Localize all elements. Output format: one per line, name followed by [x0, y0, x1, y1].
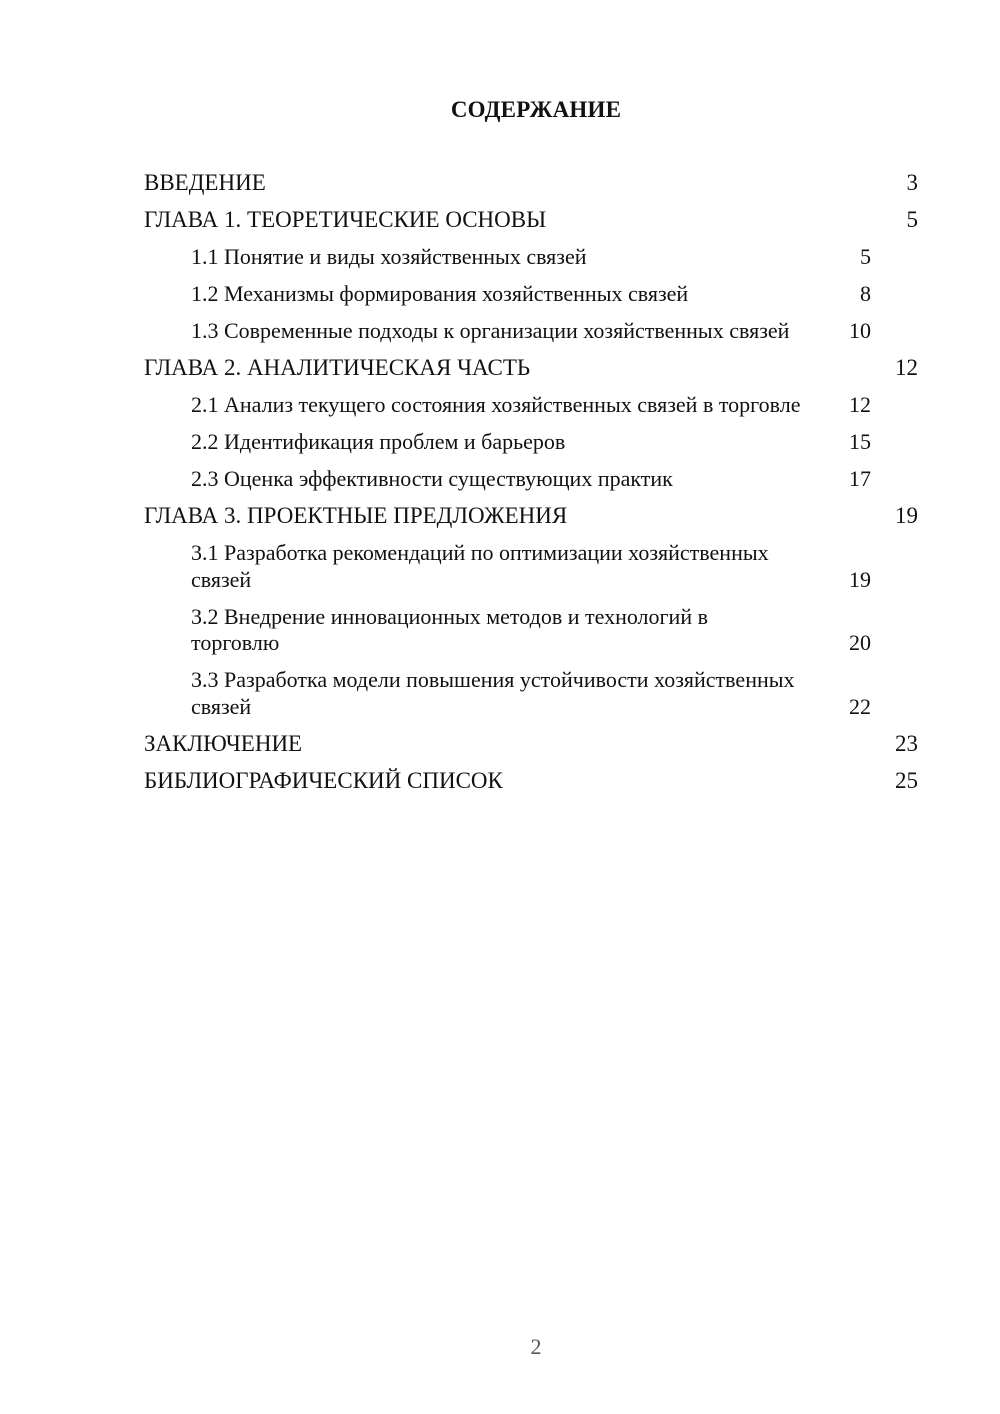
toc-entry-text: ЗАКЛЮЧЕНИЕ	[144, 730, 303, 756]
toc-entry-text: 2.2 Идентификация проблем и барьеров	[191, 429, 566, 454]
toc-entry-text: ГЛАВА 2. АНАЛИТИЧЕСКАЯ ЧАСТЬ	[144, 355, 531, 380]
toc-entry-page: 22	[849, 693, 871, 719]
toc-subentry[interactable]	[144, 244, 918, 271]
toc-entry-page: 10	[849, 318, 871, 343]
toc-entry-text: 1.1 Понятие и виды хозяйственных связей	[191, 244, 587, 269]
toc-entry-text: 1.3 Современные подходы к организации хозяйственных связей	[191, 318, 790, 343]
toc-subentry[interactable]	[144, 466, 918, 493]
toc-entry-page: 12	[849, 392, 871, 417]
toc-entry[interactable]	[144, 731, 918, 758]
toc-subentry[interactable]	[144, 318, 918, 345]
toc-entry-text: 3.1 Разработка рекомендаций по оптимизации хозяйственных связей	[191, 540, 769, 592]
toc-entry-page: 3	[906, 170, 918, 195]
toc-entry-page: 19	[895, 503, 918, 528]
toc-subentry[interactable]	[144, 392, 918, 419]
toc-subentry[interactable]	[144, 281, 918, 308]
toc-entry[interactable]	[144, 768, 918, 795]
toc-subentry[interactable]	[144, 429, 918, 456]
toc-entry-page: 23	[895, 730, 918, 756]
toc-entry-text: ГЛАВА 1. ТЕОРЕТИЧЕСКИЕ ОСНОВЫ	[144, 207, 547, 232]
toc-entry-page: 19	[849, 566, 871, 592]
toc-subentry[interactable]	[144, 540, 918, 593]
toc-entry-page: 17	[849, 466, 871, 491]
toc-entry-page: 12	[895, 355, 918, 380]
toc-entry-text: 2.1 Анализ текущего состояния хозяйственных связей в торговле	[191, 392, 801, 417]
toc-entry-page: 5	[906, 207, 918, 232]
toc-entry-page: 5	[860, 244, 871, 269]
toc-entry[interactable]	[144, 355, 918, 382]
toc-entry-text: ВВЕДЕНИЕ	[144, 170, 266, 195]
toc-subentry[interactable]	[144, 604, 918, 657]
toc-entry-text: 3.2 Внедрение инновационных методов и технологий в торговлю	[191, 603, 708, 655]
table-of-contents	[144, 170, 918, 805]
toc-entry-text: БИБЛИОГРАФИЧЕСКИЙ СПИСОК	[144, 767, 503, 793]
toc-entry-text: ГЛАВА 3. ПРОЕКТНЫЕ ПРЕДЛОЖЕНИЯ	[144, 503, 568, 528]
toc-entry[interactable]	[144, 503, 918, 530]
toc-entry-text: 3.3 Разработка модели повышения устойчивости хозяйственных связей	[191, 667, 795, 719]
toc-entry[interactable]	[144, 207, 918, 234]
toc-entry-page: 25	[895, 767, 918, 793]
page-number: 2	[530, 1334, 542, 1359]
toc-subentry[interactable]	[144, 667, 918, 720]
toc-entry-page: 20	[849, 630, 871, 655]
toc-entry-page: 15	[849, 429, 871, 454]
toc-entry-text: 2.3 Оценка эффективности существующих практик	[191, 466, 673, 491]
toc-entry-page: 8	[860, 281, 871, 306]
toc-entry[interactable]	[144, 170, 918, 197]
toc-title: СОДЕРЖАНИЕ	[450, 97, 622, 122]
toc-entry-text: 1.2 Механизмы формирования хозяйственных связей	[191, 281, 689, 306]
